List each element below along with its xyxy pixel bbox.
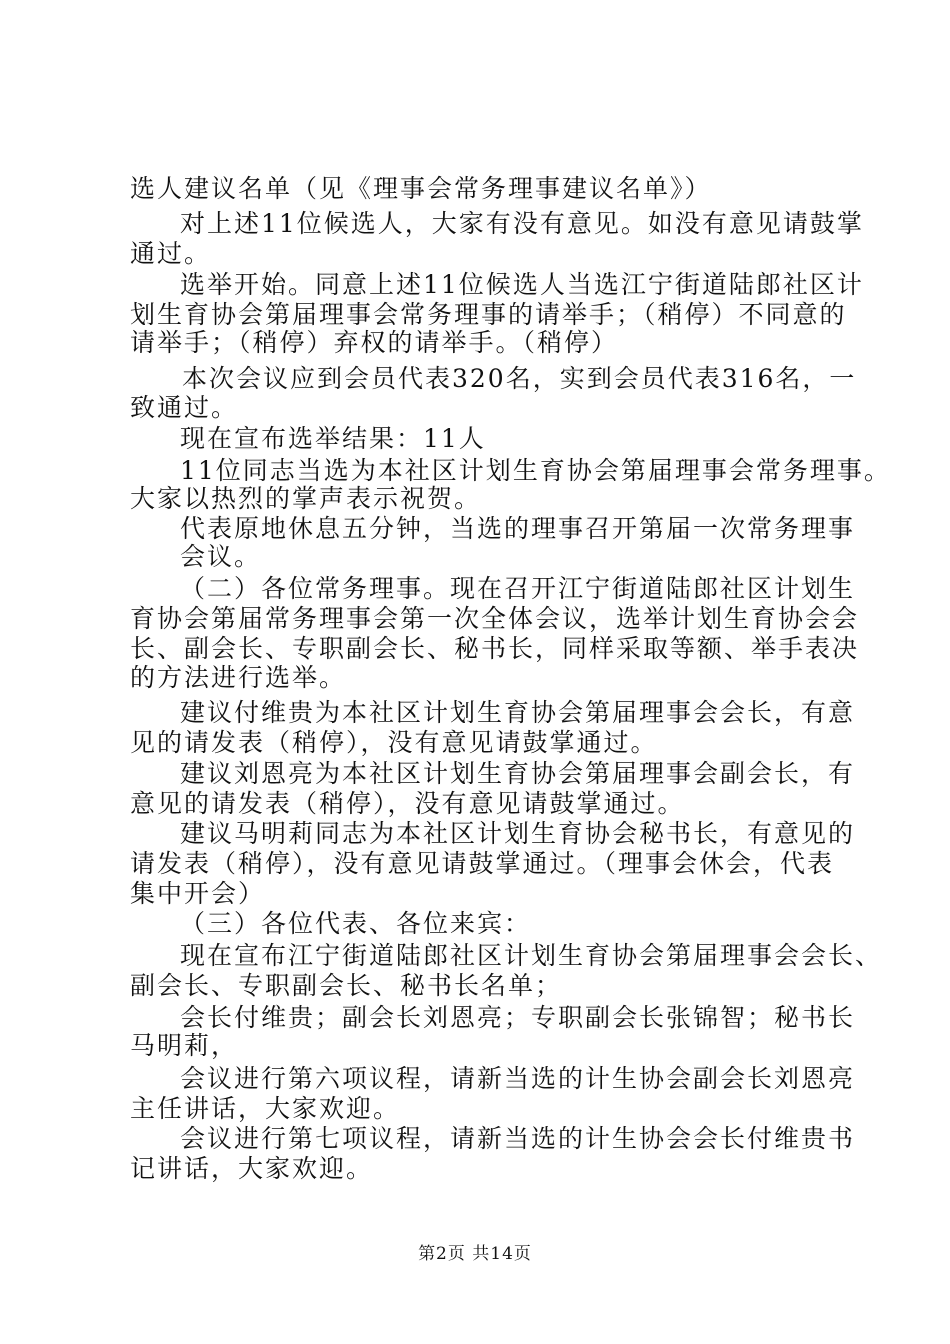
body-text-line: 致通过。 [130,393,239,422]
body-text-line: 建议付维贵为本社区计划生育协会第届理事会会长，有意 [180,698,856,727]
page-footer: 第2页 共14页 [418,1244,532,1264]
body-text-line: （三）各位代表、各位来宾： [180,909,532,938]
body-text-line: 见的请发表（稍停），没有意见请鼓掌通过。 [130,728,658,757]
body-text-line: 会议进行第六项议程，请新当选的计生协会副会长刘恩亮 [180,1064,856,1093]
body-text-line: 会议进行第七项议程，请新当选的计生协会会长付维贵书 [180,1124,856,1153]
body-text-line: 11位同志当选为本社区计划生育协会第届理事会常务理事。 [180,456,891,485]
body-text-line: （二）各位常务理事。现在召开江宁街道陆郎社区计划生 [180,574,856,603]
body-text-line: 请举手；（稍停）弃权的请举手。（稍停） [130,328,619,357]
body-text-line: 代表原地休息五分钟，当选的理事召开第届一次常务理事 [180,514,856,543]
body-text-line: 意见的请发表（稍停），没有意见请鼓掌通过。 [130,789,685,818]
body-text-line: 主任讲话，大家欢迎。 [130,1094,401,1123]
body-text-line: 大家以热烈的掌声表示祝贺。 [130,484,482,513]
body-text-line: 现在宣布选举结果：11人 [180,424,486,453]
body-text-line: 对上述11位候选人，大家有没有意见。如没有意见请鼓掌 [180,209,864,238]
body-text-line: 育协会第届常务理事会第一次全体会议，选举计划生育协会会 [130,604,860,633]
body-text-line: 本次会议应到会员代表320名，实到会员代表316名，一 [182,364,857,393]
body-text-line: 长、副会长、专职副会长、秘书长，同样采取等额、举手表决 [130,634,860,663]
body-text-line: 会议。 [180,542,262,571]
body-text-line: 建议马明莉同志为本社区计划生育协会秘书长，有意见的 [180,819,856,848]
body-text-line: 请发表（稍停），没有意见请鼓掌通过。（理事会休会，代表 [130,849,835,878]
body-text-line: 选举开始。同意上述11位候选人当选江宁街道陆郎社区计 [180,270,864,299]
body-text-line: 现在宣布江宁街道陆郎社区计划生育协会第届理事会会长、 [180,941,883,970]
body-text-line: 集中开会） [130,879,266,908]
body-text-line: 建议刘恩亮为本社区计划生育协会第届理事会副会长，有 [180,759,856,788]
body-text-line: 的方法进行选举。 [130,663,347,692]
body-text-line: 划生育协会第届理事会常务理事的请举手；（稍停）不同意的 [130,300,847,329]
body-text-line: 通过。 [130,239,212,268]
body-text-line: 会长付维贵；副会长刘恩亮；专职副会长张锦智；秘书长 [180,1003,856,1032]
body-text-line: 记讲话，大家欢迎。 [130,1154,374,1183]
body-text-line: 选人建议名单（见《理事会常务理事建议名单》） [130,174,712,203]
body-text-line: 马明莉， [130,1031,239,1060]
body-text-line: 副会长、专职副会长、秘书长名单； [130,971,563,1000]
